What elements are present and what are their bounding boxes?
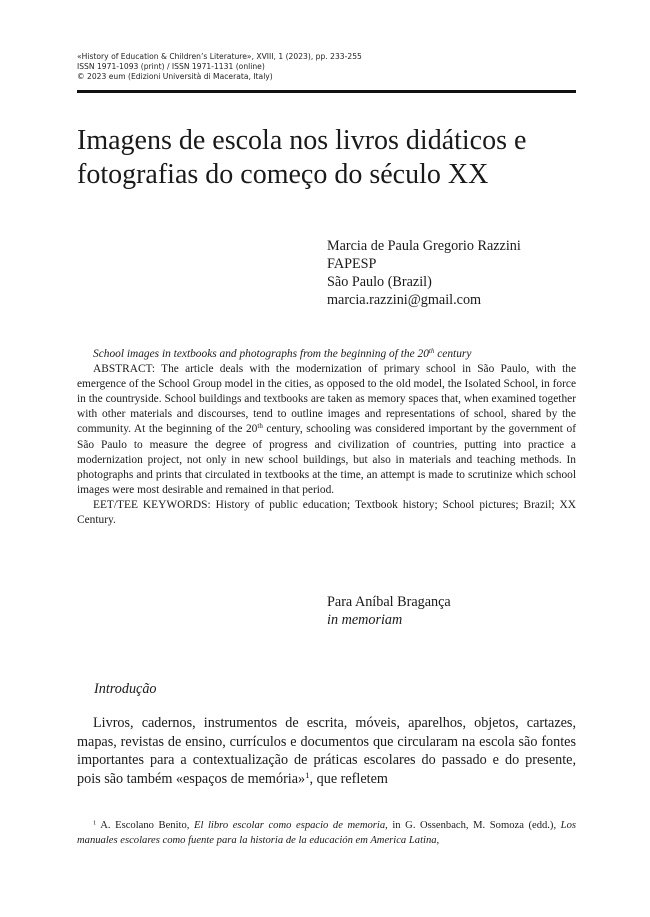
body-paragraph xyxy=(77,714,576,788)
abstract-text-part-2: century, schooling was considered important by the government of São Paulo to measure the degree of progress and civilization of countries, putting into practice a modernization project, not only in new school buildings, but also in materials and teaching methods. In photographs and prints that circulated in textbooks at the time, an attempt is made to scrutinize which school images were most desirable and remained in that period. xyxy=(77,423,577,496)
section-heading: Introdução xyxy=(94,681,157,697)
footnote-end: , xyxy=(436,835,440,846)
footnote xyxy=(77,818,576,848)
journal-citation: «History of Education & Children’s Literature», XVIII, 1 (2023), pp. 233-255 xyxy=(77,52,362,61)
journal-header xyxy=(77,52,577,82)
author-name: Marcia de Paula Gregorio Razzini xyxy=(327,238,521,254)
author-affiliation: FAPESP xyxy=(327,256,377,272)
footnote-editors: , in G. Ossenbach, M. Somoza (edd.), xyxy=(385,820,561,831)
abstract-text-part-1: ABSTRACT: The article deals with the modernization of primary school in São Paulo, with the emergence of the School Group model in the cities, as opposed to the old model, the Isolated School, in force in the countryside. School buildings and textbooks are taken as memory spaces that, when examined together with other materials and discourses, tend to outline images and representations of school, shared by the community. At the beginning of the 20 xyxy=(77,363,576,436)
article-title-line-1: Imagens de escola nos livros didáticos e xyxy=(77,125,527,156)
footnote-reference[interactable]: 1 xyxy=(305,769,310,780)
english-title xyxy=(77,347,576,362)
author-email[interactable]: marcia.razzini@gmail.com xyxy=(327,292,482,308)
footnote-number: 1 xyxy=(93,819,97,827)
article-title-line-2: fotografias do começo do século XX xyxy=(77,159,489,190)
footnote-author: A. Escolano Benito, xyxy=(100,820,194,831)
keywords: EET/TEE KEYWORDS: History of public education; Textbook history; School pictures; Brazil; XX Century. xyxy=(77,498,576,527)
footnote-work-title-1: El libro escolar como espacio de memoria xyxy=(193,820,386,831)
english-title-end: century xyxy=(434,348,472,360)
dedication-line-1: Para Aníbal Bragança xyxy=(327,594,451,610)
journal-copyright: © 2023 eum (Edizioni Università di Macerata, Italy) xyxy=(77,72,273,81)
author-block xyxy=(327,237,521,309)
journal-issn: ISSN 1971-1093 (print) / ISSN 1971-1131 (online) xyxy=(77,62,265,71)
abstract-text xyxy=(77,362,576,498)
abstract-ordinal: th xyxy=(257,422,263,431)
english-title-text: School images in textbooks and photographs from the beginning of the 20 xyxy=(93,348,429,360)
article-title xyxy=(77,124,577,192)
dedication-line-2: in memoriam xyxy=(327,612,403,628)
header-rule xyxy=(77,90,576,93)
author-location: São Paulo (Brazil) xyxy=(327,274,432,290)
body-text: Livros, cadernos, instrumentos de escrita, móveis, aparelhos, objetos, cartazes, mapas, revistas de ensino, currículos e documentos que circularam na escola são fontes importantes para a contextualização de práticas escolares do passado e do presente, pois são também «espaços de memória» xyxy=(77,715,576,787)
footnote-work-title-2: Los manuales escolares como fuente para la historia de la educación em America Latina xyxy=(77,820,576,846)
body-text-continuation: , que refletem xyxy=(309,770,388,787)
english-title-ordinal: th xyxy=(428,347,435,356)
abstract-block xyxy=(77,347,576,528)
dedication xyxy=(327,593,451,629)
